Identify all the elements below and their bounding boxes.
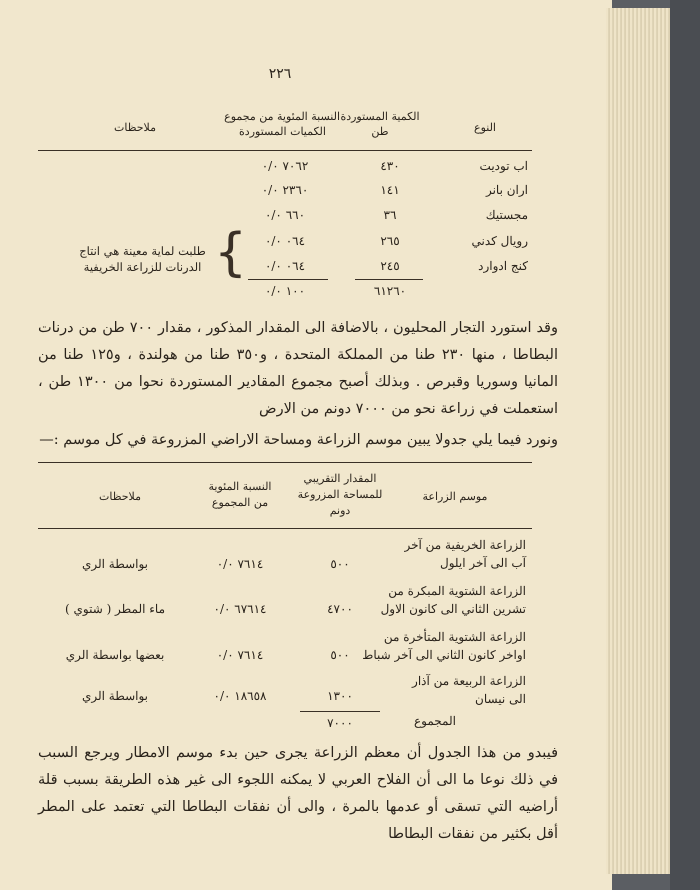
t1-header-percent-2: الكميات المستوردة xyxy=(239,125,326,138)
t1-row4-qty: ٢٦٥ xyxy=(380,234,400,248)
t2-top-rule xyxy=(38,462,532,463)
t2-header-area-3: دونم xyxy=(329,504,351,517)
t2-header-area-2: للمساحة المزروعة xyxy=(297,488,383,501)
t1-row2-type: اران بانر xyxy=(485,183,528,197)
t2-row1-pct: ٧٦١٤ ٠/٠ xyxy=(216,557,264,571)
t1-note-line1: طلبت لماية معينة هي انتاج xyxy=(79,244,206,258)
t2-header-percent-2: من المجموع xyxy=(211,496,269,509)
t2-total-label: المجموع xyxy=(414,714,456,728)
t2-total-rule xyxy=(300,711,380,712)
page-number: ٢٢٦ xyxy=(268,66,292,82)
t1-header-rule xyxy=(38,150,532,151)
t1-qty-total-rule xyxy=(355,279,423,280)
t1-row2-pct: ٢٣٦٠ ٠/٠ xyxy=(261,183,309,197)
t2-row3-season-line1: الزراعة الشتوية المتأخرة من xyxy=(383,630,526,644)
t2-row1-season-line1: الزراعة الخريفية من آخر xyxy=(404,538,526,552)
t1-row1-type: اب توديت xyxy=(479,159,528,173)
t1-header-type: النوع xyxy=(474,121,496,134)
t2-header-season: موسم الزراعة xyxy=(422,490,488,503)
t2-row3-note: بعضها بواسطة الري xyxy=(65,648,165,662)
t1-row4-pct: ٠٦٤ ٠/٠ xyxy=(264,234,306,248)
t2-row2-area: ٤٧٠٠ xyxy=(327,602,353,616)
t1-row2-qty: ١٤١ xyxy=(380,183,400,197)
t1-row4-type: رويال كدني xyxy=(471,234,528,248)
t1-header-quantity-2: طن xyxy=(371,125,389,138)
t1-total-qty: ٦١٢٦٠ xyxy=(373,284,407,298)
t2-row4-area: ١٣٠٠ xyxy=(327,689,353,703)
t1-row5-qty: ٢٤٥ xyxy=(380,259,400,273)
t2-row3-area: ٥٠٠ xyxy=(330,648,350,662)
t2-row2-season-line1: الزراعة الشتوية المبكرة من xyxy=(388,584,526,598)
t1-row3-qty: ٣٦ xyxy=(383,208,397,222)
t1-row5-type: كنج ادوارد xyxy=(478,259,528,273)
t2-row3-season-line2: اواخر كانون الثاني الى آخر شباط xyxy=(362,648,526,662)
t2-row3-pct: ٧٦١٤ ٠/٠ xyxy=(216,648,264,662)
t1-row1-qty: ٤٣٠ xyxy=(380,159,400,173)
t2-row1-note: بواسطة الري xyxy=(81,557,149,571)
t2-row1-season-line2: آب الى آخر ايلول xyxy=(439,556,526,570)
page-edges xyxy=(606,8,670,874)
t2-row4-season-line2: الى نيسان xyxy=(475,692,526,706)
paragraph-imports: وقد استورد التجار المحليون ، بالاضافة الى المقدار المذكور ، مقدار ٧٠٠ طن من درنات البطاطا ، منها ٢٣٠ طنا من المملكة المتحدة ، و٣٥٠ طنا من هولندة ، و١٢٥ طنا من المانيا وسوريا وقبرص . وبذلك أصبح مجموع المقادير المستوردة نحوا من ١٣٠٠ طن ، استعملت في زراعة نحو من ٧٠٠٠ دونم من الارض xyxy=(38,320,558,417)
t2-row2-pct: ٦٧٦١٤ ٠/٠ xyxy=(213,602,267,616)
t1-total-pct: ١٠٠ ٠/٠ xyxy=(264,284,306,298)
t1-header-quantity-1: الكمية المستوردة xyxy=(340,110,420,123)
t2-header-notes: ملاحظات xyxy=(99,490,141,503)
t1-notes-brace: { xyxy=(214,223,248,283)
t1-row3-type: مجستيك xyxy=(485,208,528,222)
t1-row3-pct: ٦٦٠ ٠/٠ xyxy=(264,208,306,222)
t2-row2-note: ماء المطر ( شتوي ) xyxy=(64,602,165,616)
t1-header-percent-1: النسبة المئوية من مجموع xyxy=(224,110,340,123)
t2-row2-season-line2: تشرين الثاني الى كانون الاول xyxy=(380,602,526,616)
t2-header-percent-1: النسبة المئوية xyxy=(208,480,272,493)
t2-row4-season-line1: الزراعة الربيعة من آذار xyxy=(412,674,526,688)
paragraph-analysis: فيبدو من هذا الجدول أن معظم الزراعة يجرى حين بدء موسم الامطار ويرجع السبب في ذلك نوعا ما الى أن الفلاح العربي لا يمكنه اللجوء الى غير هذه الطريقة بسبب قلة أراضيه التي تسقى أو عدمها بالمرة ، والى أن نفقات البطاطا التي تعتمد على المطر أقل بكثير من نفقات البطاطا xyxy=(38,745,558,842)
paragraph-table-intro: ونورد فيما يلي جدولا يبين موسم الزراعة ومساحة الاراضي المزروعة في كل موسم :— xyxy=(39,432,558,448)
t1-row1-pct: ٧٠٦٢ ٠/٠ xyxy=(261,159,309,173)
t2-row4-note: بواسطة الري xyxy=(81,689,149,703)
t2-row4-pct: ١٨٦٥٨ ٠/٠ xyxy=(213,689,267,703)
t1-pct-total-rule xyxy=(248,279,328,280)
t2-header-area-1: المقدار التقريبي xyxy=(303,472,377,485)
t1-row5-pct: ٠٦٤ ٠/٠ xyxy=(264,259,306,273)
t2-row1-area: ٥٠٠ xyxy=(330,557,350,571)
t1-header-notes: ملاحظات xyxy=(114,121,156,134)
t1-note-line2: الدرنات للزراعة الخريفية xyxy=(83,260,202,274)
book-binding xyxy=(670,0,700,890)
t2-total-area: ٧٠٠٠ xyxy=(327,716,353,730)
t2-header-rule xyxy=(38,528,532,529)
